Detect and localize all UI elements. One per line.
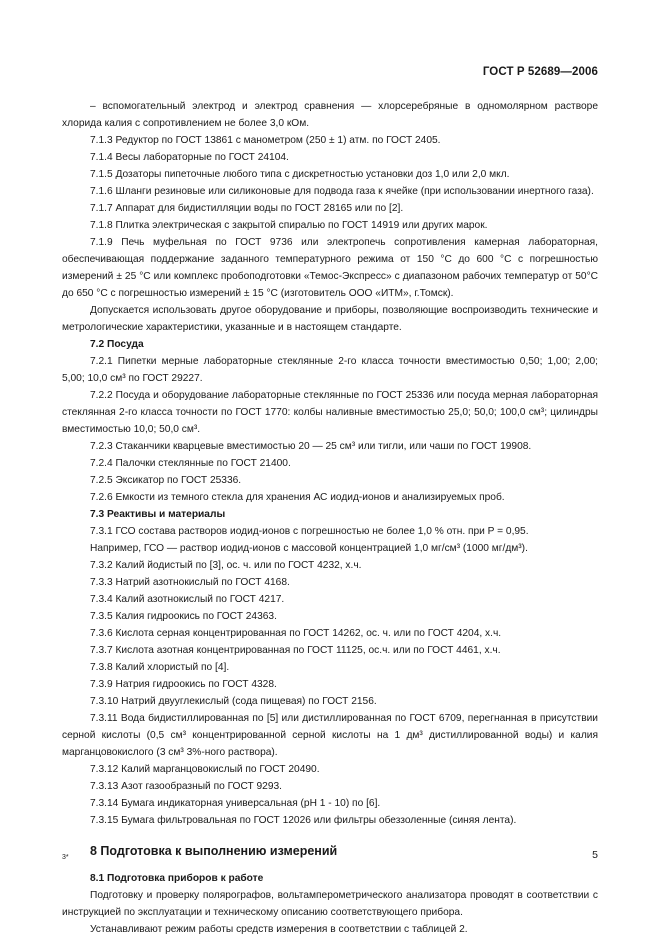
- paragraph: 7.3.15 Бумага фильтровальная по ГОСТ 12026 или фильтры обеззоленные (синяя лента).: [90, 815, 517, 826]
- paragraph: 7.2.3 Стаканчики кварцевые вместимостью 20 — 25 см³ или тигли, или чаши по ГОСТ 19908.: [90, 441, 532, 452]
- page-body: [62, 98, 598, 938]
- paragraph: 7.1.5 Дозаторы пипеточные любого типа с дискретностью установки доз 1,0 или 2,0 мкл.: [90, 169, 510, 180]
- paragraph: Например, ГСО — раствор иодид-ионов с массовой концентрацией 1,0 мг/см³ (1000 мг/дм³).: [90, 543, 528, 554]
- paragraph: 7.2.4 Палочки стеклянные по ГОСТ 21400.: [90, 458, 291, 469]
- section-heading: 8 Подготовка к выполнению измерений: [90, 844, 338, 858]
- paragraph: 7.3.13 Азот газообразный по ГОСТ 9293.: [90, 781, 283, 792]
- paragraph: 7.3.11 Вода бидистиллированная по [5] или дистиллированная по ГОСТ 6709, перегнанная в присутствии серной кислоты (0,5 см³ концентрированной серной кислоты на 1 дм³ дистиллированной воды) и калия марганцовокислого (3 см³ 3%-ного раствора).: [62, 713, 598, 758]
- paragraph: 7.1.6 Шланги резиновые или силиконовые для подвода газа к ячейке (при использовании инертного газа).: [90, 186, 594, 197]
- paragraph: 7.3.2 Калий йодистый по [3], ос. ч. или по ГОСТ 4232, х.ч.: [90, 560, 362, 571]
- paragraph: Допускается использовать другое оборудование и приборы, позволяющие воспроизводить технические и метрологические характеристики, указанные и в настоящем стандарте.: [62, 305, 598, 333]
- paragraph: 7.3.14 Бумага индикаторная универсальная (рН 1 - 10) по [6].: [90, 798, 381, 809]
- paragraph: 7.3.5 Калия гидроокись по ГОСТ 24363.: [90, 611, 277, 622]
- paragraph: 7.1.8 Плитка электрическая с закрытой спиралью по ГОСТ 14919 или других марок.: [90, 220, 488, 231]
- subsection-heading: 7.3 Реактивы и материалы: [90, 509, 226, 520]
- paragraph: 7.3.9 Натрия гидроокись по ГОСТ 4328.: [90, 679, 277, 690]
- paragraph: 7.1.9 Печь муфельная по ГОСТ 9736 или электропечь сопротивления камерная лабораторная, обеспечивающая поддержание заданного температурного режима от 150 °С до 600 °С с погрешностью измерений ± 25 °С или комплекс пробоподготовки «Темос-Экспресс» с диапазоном рабочих температур от 50°С до 650 °С с погрешностью измерений ± 15 °С (изготовитель ООО «ИТМ», г.Томск).: [62, 237, 598, 299]
- paragraph: 7.3.6 Кислота серная концентрированная по ГОСТ 14262, ос. ч. или по ГОСТ 4204, х.ч.: [90, 628, 502, 639]
- paragraph: 7.1.7 Аппарат для бидистилляции воды по ГОСТ 28165 или по [2].: [90, 203, 404, 214]
- paragraph: Устанавливают режим работы средств измерения в соответствии с таблицей 2.: [90, 924, 468, 935]
- paragraph: 7.1.3 Редуктор по ГОСТ 13861 с манометром (250 ± 1) атм. по ГОСТ 2405.: [90, 135, 441, 146]
- paragraph: 7.3.3 Натрий азотнокислый по ГОСТ 4168.: [90, 577, 290, 588]
- paragraph: 7.1.4 Весы лабораторные по ГОСТ 24104.: [90, 152, 289, 163]
- paragraph: – вспомогательный электрод и электрод сравнения — хлорсеребряные в одномолярном растворе хлорида калия с сопротивлением не более 3,0 кОм.: [62, 101, 598, 129]
- paragraph: 7.3.7 Кислота азотная концентрированная по ГОСТ 11125, ос.ч. или по ГОСТ 4461, х.ч.: [90, 645, 501, 656]
- paragraph: 7.3.4 Калий азотнокислый по ГОСТ 4217.: [90, 594, 285, 605]
- paragraph: 7.2.2 Посуда и оборудование лабораторные стеклянные по ГОСТ 25336 или посуда мерная лабораторная стеклянная 2-го класса точности по ГОСТ 1770: колбы наливные вместимостью 25,0; 50,0; 100,0 см³; цилиндры вместимостью 10,0; 50,0 см³.: [62, 390, 598, 435]
- paragraph: 7.3.1 ГСО состава растворов иодид-ионов с погрешностью не более 1,0 % отн. при P = 0,95.: [90, 526, 529, 537]
- paragraph: 7.2.6 Емкости из темного стекла для хранения АС иодид-ионов и анализируемых проб.: [90, 492, 505, 503]
- paragraph: 7.2.1 Пипетки мерные лабораторные стеклянные 2-го класса точности вместимостью 0,50; 1,00; 2,00; 5,00; 10,0 см³ по ГОСТ 29227.: [62, 356, 598, 384]
- paragraph: 7.3.10 Натрий двууглекислый (сода пищевая) по ГОСТ 2156.: [90, 696, 377, 707]
- document-code-header: ГОСТ Р 52689—2006: [482, 66, 598, 78]
- paragraph: 7.3.8 Калий хлористый по [4].: [90, 662, 230, 673]
- paragraph: 7.3.12 Калий марганцовокислый по ГОСТ 20490.: [90, 764, 320, 775]
- subsection-heading: 7.2 Посуда: [90, 339, 144, 350]
- signature-mark: 3*: [62, 854, 69, 861]
- paragraph: Подготовку и проверку полярографов, вольтамперометрического анализатора проводят в соответствии с инструкцией по эксплуатации и техническому описанию соответствующего прибора.: [62, 890, 598, 918]
- page-number: 5: [592, 849, 598, 861]
- subsection-heading: 8.1 Подготовка приборов к работе: [90, 873, 264, 884]
- paragraph: 7.2.5 Эксикатор по ГОСТ 25336.: [90, 475, 242, 486]
